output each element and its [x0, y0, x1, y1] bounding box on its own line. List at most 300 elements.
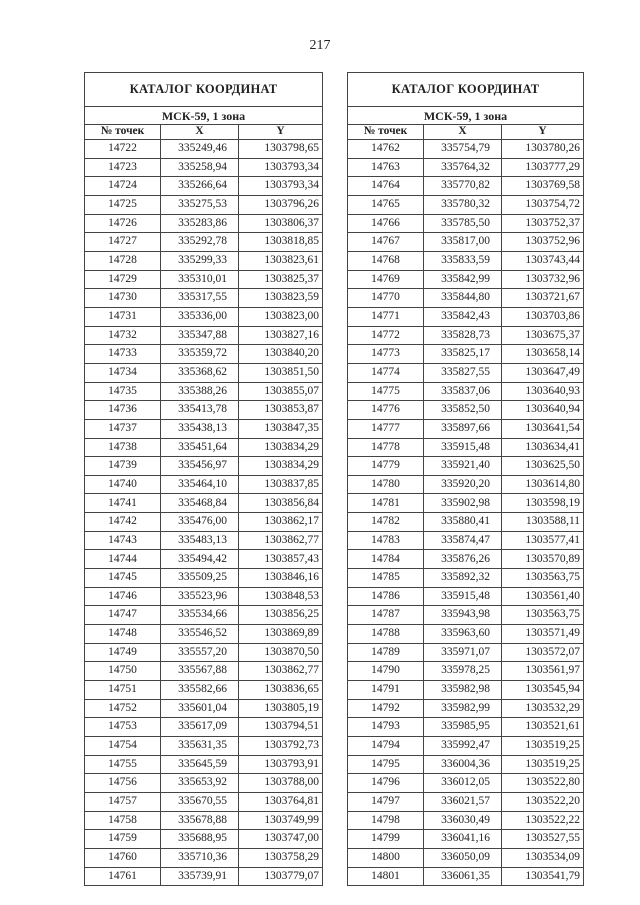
x-coordinate-cell: 335992,47 — [424, 737, 502, 756]
y-coordinate-cell: 1303853,87 — [239, 401, 323, 420]
point-number-cell: 14748 — [85, 625, 161, 644]
point-number-cell: 14793 — [348, 718, 424, 737]
y-coordinate-cell: 1303777,29 — [502, 158, 584, 177]
table-row — [85, 848, 323, 867]
point-number-cell: 14775 — [348, 382, 424, 401]
y-coordinate-cell: 1303870,50 — [239, 643, 323, 662]
y-coordinate-cell: 1303634,41 — [502, 438, 584, 457]
y-coordinate-cell: 1303862,17 — [239, 513, 323, 532]
table-row — [85, 382, 323, 401]
x-coordinate-cell: 335310,01 — [161, 270, 239, 289]
y-coordinate-cell: 1303764,81 — [239, 792, 323, 811]
table-row — [85, 643, 323, 662]
y-coordinate-cell: 1303563,75 — [502, 569, 584, 588]
table-row — [348, 214, 584, 233]
point-number-cell: 14737 — [85, 419, 161, 438]
point-number-cell: 14794 — [348, 737, 424, 756]
point-number-cell: 14752 — [85, 699, 161, 718]
y-coordinate-cell: 1303522,80 — [502, 774, 584, 793]
table-row — [348, 438, 584, 457]
x-coordinate-cell: 335842,99 — [424, 270, 502, 289]
y-coordinate-cell: 1303846,16 — [239, 569, 323, 588]
y-coordinate-cell: 1303806,37 — [239, 214, 323, 233]
y-coordinate-cell: 1303848,53 — [239, 587, 323, 606]
y-coordinate-cell: 1303794,51 — [239, 718, 323, 737]
y-coordinate-cell: 1303743,44 — [502, 251, 584, 270]
table-row — [348, 363, 584, 382]
point-number-cell: 14800 — [348, 848, 424, 867]
y-coordinate-cell: 1303522,20 — [502, 792, 584, 811]
table-row — [85, 345, 323, 364]
x-coordinate-cell: 335534,66 — [161, 606, 239, 625]
y-coordinate-cell: 1303869,89 — [239, 625, 323, 644]
point-number-cell: 14750 — [85, 662, 161, 681]
y-coordinate-cell: 1303588,11 — [502, 513, 584, 532]
y-coordinate-cell: 1303796,26 — [239, 195, 323, 214]
y-coordinate-cell: 1303747,00 — [239, 830, 323, 849]
table-row — [348, 401, 584, 420]
y-coordinate-cell: 1303519,25 — [502, 755, 584, 774]
table-row — [348, 587, 584, 606]
x-coordinate-cell: 335451,64 — [161, 438, 239, 457]
y-coordinate-cell: 1303561,40 — [502, 587, 584, 606]
y-coordinate-cell: 1303752,37 — [502, 214, 584, 233]
x-coordinate-cell: 335438,13 — [161, 419, 239, 438]
y-coordinate-cell: 1303532,29 — [502, 699, 584, 718]
table-row — [85, 475, 323, 494]
x-coordinate-cell: 335978,25 — [424, 662, 502, 681]
point-number-cell: 14782 — [348, 513, 424, 532]
table-row — [85, 587, 323, 606]
x-coordinate-cell: 335844,80 — [424, 289, 502, 308]
y-coordinate-cell: 1303758,29 — [239, 848, 323, 867]
column-header-y: Y — [239, 125, 323, 140]
table-row — [85, 177, 323, 196]
y-coordinate-cell: 1303732,96 — [502, 270, 584, 289]
point-number-cell: 14778 — [348, 438, 424, 457]
point-number-cell: 14751 — [85, 681, 161, 700]
y-coordinate-cell: 1303534,09 — [502, 848, 584, 867]
table-row — [348, 718, 584, 737]
table-row — [85, 270, 323, 289]
x-coordinate-cell: 335902,98 — [424, 494, 502, 513]
x-coordinate-cell: 335915,48 — [424, 587, 502, 606]
y-coordinate-cell: 1303703,86 — [502, 307, 584, 326]
y-coordinate-cell: 1303572,07 — [502, 643, 584, 662]
y-coordinate-cell: 1303823,61 — [239, 251, 323, 270]
point-number-cell: 14753 — [85, 718, 161, 737]
y-coordinate-cell: 1303570,89 — [502, 550, 584, 569]
table-row — [85, 774, 323, 793]
point-number-cell: 14786 — [348, 587, 424, 606]
point-number-cell: 14780 — [348, 475, 424, 494]
x-coordinate-cell: 335476,00 — [161, 513, 239, 532]
y-coordinate-cell: 1303640,94 — [502, 401, 584, 420]
point-number-cell: 14767 — [348, 233, 424, 252]
y-coordinate-cell: 1303856,25 — [239, 606, 323, 625]
point-number-cell: 14779 — [348, 457, 424, 476]
y-coordinate-cell: 1303561,97 — [502, 662, 584, 681]
x-coordinate-cell: 335876,26 — [424, 550, 502, 569]
point-number-cell: 14790 — [348, 662, 424, 681]
table-row — [348, 606, 584, 625]
x-coordinate-cell: 336004,36 — [424, 755, 502, 774]
table-row — [85, 401, 323, 420]
point-number-cell: 14740 — [85, 475, 161, 494]
page-number: 217 — [309, 38, 331, 53]
x-coordinate-cell: 335827,55 — [424, 363, 502, 382]
y-coordinate-cell: 1303598,19 — [502, 494, 584, 513]
x-coordinate-cell: 336030,49 — [424, 811, 502, 830]
point-number-cell: 14746 — [85, 587, 161, 606]
point-number-cell: 14735 — [85, 382, 161, 401]
y-coordinate-cell: 1303792,73 — [239, 737, 323, 756]
table-row — [348, 792, 584, 811]
x-coordinate-cell: 335258,94 — [161, 158, 239, 177]
catalog-zone: МСК-59, 1 зона — [348, 107, 584, 125]
table-row — [348, 382, 584, 401]
x-coordinate-cell: 335275,53 — [161, 195, 239, 214]
x-coordinate-cell: 335546,52 — [161, 625, 239, 644]
table-row — [85, 718, 323, 737]
column-header-y: Y — [502, 125, 584, 140]
table-row — [348, 307, 584, 326]
point-number-cell: 14773 — [348, 345, 424, 364]
y-coordinate-cell: 1303563,75 — [502, 606, 584, 625]
x-coordinate-cell: 335982,99 — [424, 699, 502, 718]
x-coordinate-cell: 335347,88 — [161, 326, 239, 345]
table-row — [348, 681, 584, 700]
point-number-cell: 14792 — [348, 699, 424, 718]
x-coordinate-cell: 335897,66 — [424, 419, 502, 438]
point-number-cell: 14771 — [348, 307, 424, 326]
table-row — [85, 867, 323, 886]
table-row — [85, 195, 323, 214]
x-coordinate-cell: 335837,06 — [424, 382, 502, 401]
point-number-cell: 14770 — [348, 289, 424, 308]
table-row — [85, 681, 323, 700]
x-coordinate-cell: 335413,78 — [161, 401, 239, 420]
point-number-cell: 14765 — [348, 195, 424, 214]
x-coordinate-cell: 335523,96 — [161, 587, 239, 606]
point-number-cell: 14774 — [348, 363, 424, 382]
x-coordinate-cell: 335645,59 — [161, 755, 239, 774]
point-number-cell: 14777 — [348, 419, 424, 438]
y-coordinate-cell: 1303527,55 — [502, 830, 584, 849]
y-coordinate-cell: 1303851,50 — [239, 363, 323, 382]
point-number-cell: 14749 — [85, 643, 161, 662]
x-coordinate-cell: 335494,42 — [161, 550, 239, 569]
y-coordinate-cell: 1303805,19 — [239, 699, 323, 718]
point-number-cell: 14797 — [348, 792, 424, 811]
point-number-cell: 14757 — [85, 792, 161, 811]
table-row — [85, 792, 323, 811]
point-number-cell: 14741 — [85, 494, 161, 513]
y-coordinate-cell: 1303793,91 — [239, 755, 323, 774]
point-number-cell: 14730 — [85, 289, 161, 308]
x-coordinate-cell: 335368,62 — [161, 363, 239, 382]
y-coordinate-cell: 1303577,41 — [502, 531, 584, 550]
point-number-cell: 14801 — [348, 867, 424, 886]
x-coordinate-cell: 335780,32 — [424, 195, 502, 214]
point-number-cell: 14788 — [348, 625, 424, 644]
table-row — [85, 606, 323, 625]
point-number-cell: 14743 — [85, 531, 161, 550]
table-row — [348, 867, 584, 886]
y-coordinate-cell: 1303779,07 — [239, 867, 323, 886]
table-row — [348, 345, 584, 364]
point-number-cell: 14783 — [348, 531, 424, 550]
point-number-cell: 14791 — [348, 681, 424, 700]
x-coordinate-cell: 335266,64 — [161, 177, 239, 196]
y-coordinate-cell: 1303641,54 — [502, 419, 584, 438]
point-number-cell: 14795 — [348, 755, 424, 774]
point-number-cell: 14754 — [85, 737, 161, 756]
y-coordinate-cell: 1303614,80 — [502, 475, 584, 494]
point-number-cell: 14725 — [85, 195, 161, 214]
y-coordinate-cell: 1303647,49 — [502, 363, 584, 382]
y-coordinate-cell: 1303847,35 — [239, 419, 323, 438]
y-coordinate-cell: 1303788,00 — [239, 774, 323, 793]
table-row — [348, 177, 584, 196]
y-coordinate-cell: 1303749,99 — [239, 811, 323, 830]
y-coordinate-cell: 1303541,79 — [502, 867, 584, 886]
point-number-cell: 14742 — [85, 513, 161, 532]
point-number-cell: 14734 — [85, 363, 161, 382]
table-row — [85, 438, 323, 457]
x-coordinate-cell: 335567,88 — [161, 662, 239, 681]
table-row — [85, 811, 323, 830]
x-coordinate-cell: 335880,41 — [424, 513, 502, 532]
table-row — [348, 326, 584, 345]
point-number-cell: 14799 — [348, 830, 424, 849]
y-coordinate-cell: 1303798,65 — [239, 140, 323, 159]
table-row — [85, 662, 323, 681]
table-row — [348, 662, 584, 681]
table-row — [348, 475, 584, 494]
point-number-cell: 14732 — [85, 326, 161, 345]
point-number-cell: 14763 — [348, 158, 424, 177]
point-number-cell: 14772 — [348, 326, 424, 345]
x-coordinate-cell: 336012,05 — [424, 774, 502, 793]
table-row — [348, 251, 584, 270]
table-row — [85, 419, 323, 438]
x-coordinate-cell: 335921,40 — [424, 457, 502, 476]
table-row — [85, 251, 323, 270]
table-row — [348, 513, 584, 532]
x-coordinate-cell: 336021,57 — [424, 792, 502, 811]
y-coordinate-cell: 1303793,34 — [239, 177, 323, 196]
y-coordinate-cell: 1303522,22 — [502, 811, 584, 830]
y-coordinate-cell: 1303827,16 — [239, 326, 323, 345]
y-coordinate-cell: 1303793,34 — [239, 158, 323, 177]
y-coordinate-cell: 1303519,25 — [502, 737, 584, 756]
point-number-cell: 14736 — [85, 401, 161, 420]
table-row — [85, 513, 323, 532]
x-coordinate-cell: 335617,09 — [161, 718, 239, 737]
point-number-cell: 14787 — [348, 606, 424, 625]
x-coordinate-cell: 335456,97 — [161, 457, 239, 476]
y-coordinate-cell: 1303823,00 — [239, 307, 323, 326]
x-coordinate-cell: 335317,55 — [161, 289, 239, 308]
table-row — [85, 307, 323, 326]
point-number-cell: 14729 — [85, 270, 161, 289]
point-number-cell: 14768 — [348, 251, 424, 270]
point-number-cell: 14785 — [348, 569, 424, 588]
y-coordinate-cell: 1303769,58 — [502, 177, 584, 196]
table-row — [348, 233, 584, 252]
point-number-cell: 14769 — [348, 270, 424, 289]
x-coordinate-cell: 335943,98 — [424, 606, 502, 625]
column-header-point-number: № точек — [348, 125, 424, 140]
x-coordinate-cell: 335464,10 — [161, 475, 239, 494]
table-row — [348, 699, 584, 718]
point-number-cell: 14796 — [348, 774, 424, 793]
point-number-cell: 14744 — [85, 550, 161, 569]
table-row — [85, 233, 323, 252]
point-number-cell: 14733 — [85, 345, 161, 364]
point-number-cell: 14724 — [85, 177, 161, 196]
table-row — [348, 270, 584, 289]
y-coordinate-cell: 1303752,96 — [502, 233, 584, 252]
point-number-cell: 14781 — [348, 494, 424, 513]
y-coordinate-cell: 1303840,20 — [239, 345, 323, 364]
table-row — [85, 457, 323, 476]
table-row — [85, 625, 323, 644]
point-number-cell: 14722 — [85, 140, 161, 159]
x-coordinate-cell: 335710,36 — [161, 848, 239, 867]
catalog-title: КАТАЛОГ КООРДИНАТ — [348, 73, 584, 107]
table-row — [85, 569, 323, 588]
y-coordinate-cell: 1303640,93 — [502, 382, 584, 401]
column-header-x: X — [161, 125, 239, 140]
point-number-cell: 14776 — [348, 401, 424, 420]
x-coordinate-cell: 335509,25 — [161, 569, 239, 588]
table-row — [85, 326, 323, 345]
point-number-cell: 14727 — [85, 233, 161, 252]
x-coordinate-cell: 335670,55 — [161, 792, 239, 811]
x-coordinate-cell: 335874,47 — [424, 531, 502, 550]
table-row — [348, 643, 584, 662]
table-row — [85, 737, 323, 756]
x-coordinate-cell: 335688,95 — [161, 830, 239, 849]
x-coordinate-cell: 335971,07 — [424, 643, 502, 662]
point-number-cell: 14789 — [348, 643, 424, 662]
table-row — [348, 569, 584, 588]
table-row — [348, 811, 584, 830]
point-number-cell: 14726 — [85, 214, 161, 233]
y-coordinate-cell: 1303658,14 — [502, 345, 584, 364]
y-coordinate-cell: 1303862,77 — [239, 531, 323, 550]
point-number-cell: 14747 — [85, 606, 161, 625]
point-number-cell: 14759 — [85, 830, 161, 849]
table-row — [348, 774, 584, 793]
point-number-cell: 14731 — [85, 307, 161, 326]
y-coordinate-cell: 1303675,37 — [502, 326, 584, 345]
point-number-cell: 14798 — [348, 811, 424, 830]
table-row — [348, 494, 584, 513]
table-row — [85, 158, 323, 177]
table-row — [348, 419, 584, 438]
x-coordinate-cell: 335678,88 — [161, 811, 239, 830]
table-row — [348, 755, 584, 774]
table-row — [85, 494, 323, 513]
x-coordinate-cell: 335359,72 — [161, 345, 239, 364]
x-coordinate-cell: 335557,20 — [161, 643, 239, 662]
y-coordinate-cell: 1303823,59 — [239, 289, 323, 308]
y-coordinate-cell: 1303545,94 — [502, 681, 584, 700]
point-number-cell: 14784 — [348, 550, 424, 569]
x-coordinate-cell: 336050,09 — [424, 848, 502, 867]
y-coordinate-cell: 1303862,77 — [239, 662, 323, 681]
y-coordinate-cell: 1303857,43 — [239, 550, 323, 569]
x-coordinate-cell: 335985,95 — [424, 718, 502, 737]
table-row — [85, 363, 323, 382]
point-number-cell: 14738 — [85, 438, 161, 457]
table-row — [348, 140, 584, 159]
table-row — [85, 755, 323, 774]
x-coordinate-cell: 335299,33 — [161, 251, 239, 270]
x-coordinate-cell: 335825,17 — [424, 345, 502, 364]
x-coordinate-cell: 335739,91 — [161, 867, 239, 886]
x-coordinate-cell: 335754,79 — [424, 140, 502, 159]
x-coordinate-cell: 335892,32 — [424, 569, 502, 588]
table-row — [348, 830, 584, 849]
x-coordinate-cell: 335388,26 — [161, 382, 239, 401]
x-coordinate-cell: 335631,35 — [161, 737, 239, 756]
y-coordinate-cell: 1303834,29 — [239, 438, 323, 457]
table-row — [348, 457, 584, 476]
y-coordinate-cell: 1303856,84 — [239, 494, 323, 513]
x-coordinate-cell: 335852,50 — [424, 401, 502, 420]
table-row — [348, 550, 584, 569]
x-coordinate-cell: 335601,04 — [161, 699, 239, 718]
table-row — [348, 289, 584, 308]
x-coordinate-cell: 335770,82 — [424, 177, 502, 196]
point-number-cell: 14745 — [85, 569, 161, 588]
point-number-cell: 14756 — [85, 774, 161, 793]
point-number-cell: 14761 — [85, 867, 161, 886]
x-coordinate-cell: 335828,73 — [424, 326, 502, 345]
x-coordinate-cell: 335842,43 — [424, 307, 502, 326]
table-row — [85, 550, 323, 569]
table-row — [348, 195, 584, 214]
point-number-cell: 14728 — [85, 251, 161, 270]
table-row — [85, 140, 323, 159]
table-row — [85, 699, 323, 718]
y-coordinate-cell: 1303818,85 — [239, 233, 323, 252]
coordinate-catalog-right — [347, 72, 584, 886]
table-row — [348, 158, 584, 177]
x-coordinate-cell: 335336,00 — [161, 307, 239, 326]
x-coordinate-cell: 335249,46 — [161, 140, 239, 159]
y-coordinate-cell: 1303780,26 — [502, 140, 584, 159]
column-header-point-number: № точек — [85, 125, 161, 140]
table-row — [85, 830, 323, 849]
point-number-cell: 14766 — [348, 214, 424, 233]
table-row — [85, 531, 323, 550]
coordinate-catalog-left — [84, 72, 323, 886]
x-coordinate-cell: 335915,48 — [424, 438, 502, 457]
point-number-cell: 14762 — [348, 140, 424, 159]
point-number-cell: 14764 — [348, 177, 424, 196]
x-coordinate-cell: 335483,13 — [161, 531, 239, 550]
y-coordinate-cell: 1303825,37 — [239, 270, 323, 289]
table-row — [348, 848, 584, 867]
point-number-cell: 14723 — [85, 158, 161, 177]
y-coordinate-cell: 1303855,07 — [239, 382, 323, 401]
table-row — [348, 737, 584, 756]
